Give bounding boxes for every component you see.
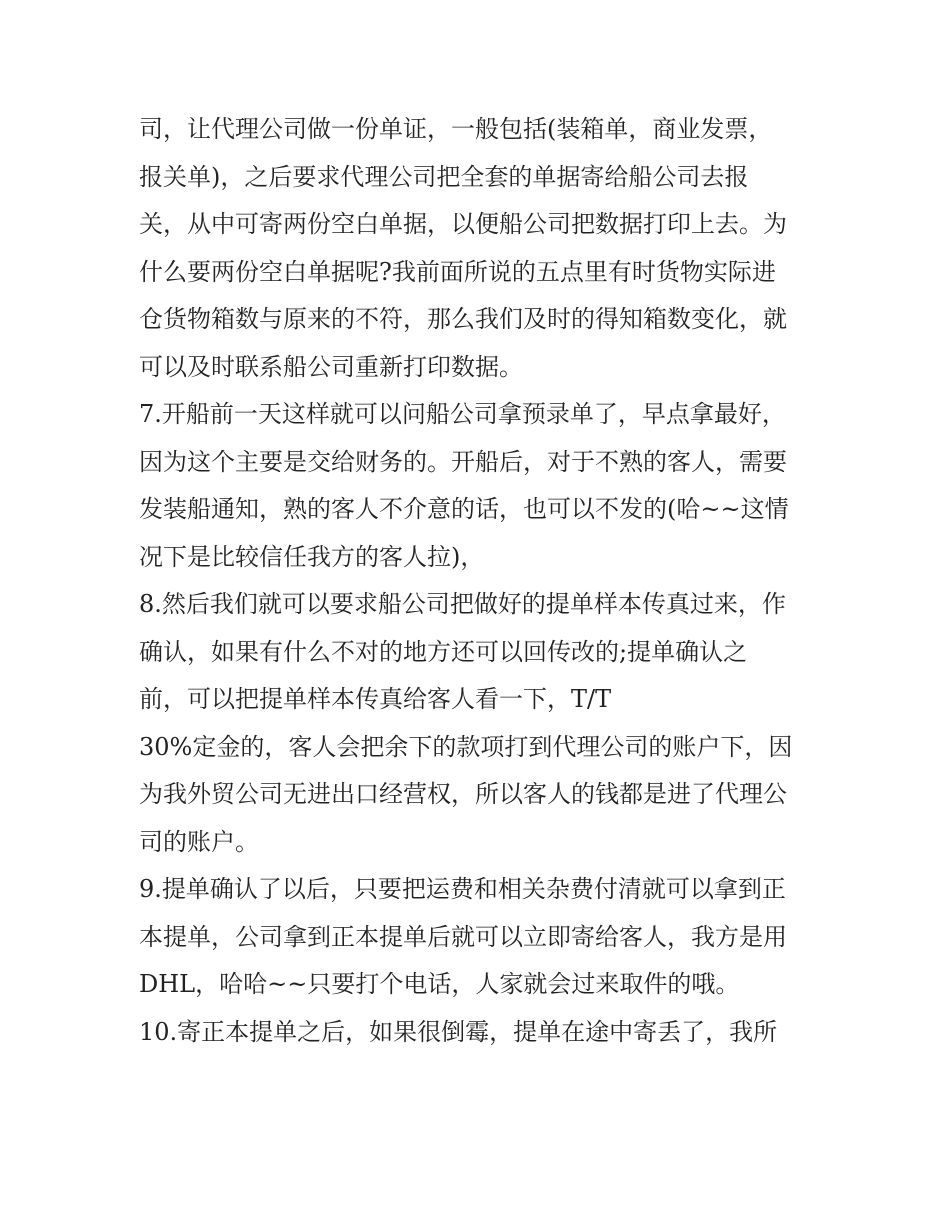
text-line: 况下是比较信任我方的客人拉)，	[139, 542, 485, 571]
text-line: 报关单)，之后要求代理公司把全套的单据寄给船公司去报	[139, 162, 749, 191]
text-line: 为我外贸公司无进出口经营权，所以客人的钱都是进了代理公	[139, 780, 787, 808]
text-line: 30%定金的，客人会把余下的款项打到代理公司的账户下，因	[139, 732, 793, 761]
text-line: 8.然后我们就可以要求船公司把做好的提单样本传真过来，作	[139, 590, 786, 618]
text-line: DHL，哈哈~~只要打个电话，人家就会过来取件的哦。	[139, 970, 740, 998]
text-line: 可以及时联系船公司重新打印数据。	[139, 352, 523, 381]
text-line: 仓货物箱数与原来的不符，那么我们及时的得知箱数变化，就	[139, 305, 787, 333]
text-line: 确认，如果有什么不对的地方还可以回传改的;提单确认之	[139, 637, 748, 666]
text-line: 司的账户。	[139, 827, 259, 856]
text-line: 7.开船前一天这样就可以问船公司拿预录单了，早点拿最好，	[139, 400, 786, 428]
text-line: 发装船通知，熟的客人不介意的话，也可以不发的(哈~~这情	[139, 495, 789, 523]
text-line: 关，从中可寄两份空白单据，以便船公司把数据打印上去。为	[139, 210, 787, 238]
text-line: 9.提单确认了以后，只要把运费和相关杂费付清就可以拿到正	[139, 875, 786, 903]
text-line: 10.寄正本提单之后，如果很倒霉，提单在途中寄丢了，我所	[139, 1017, 778, 1046]
text-line: 什么要两份空白单据呢?我前面所说的五点里有时货物实际进	[139, 257, 776, 286]
text-line: 因为这个主要是交给财务的。开船后，对于不熟的客人，需要	[139, 447, 787, 476]
text-line: 本提单，公司拿到正本提单后就可以立即寄给客人，我方是用	[139, 922, 787, 951]
text-line: 前，可以把提单样本传真给客人看一下，T/T	[139, 685, 612, 713]
text-line: 司，让代理公司做一份单证，一般包括(装箱单，商业发票，	[139, 115, 773, 143]
document-body	[139, 106, 819, 1056]
